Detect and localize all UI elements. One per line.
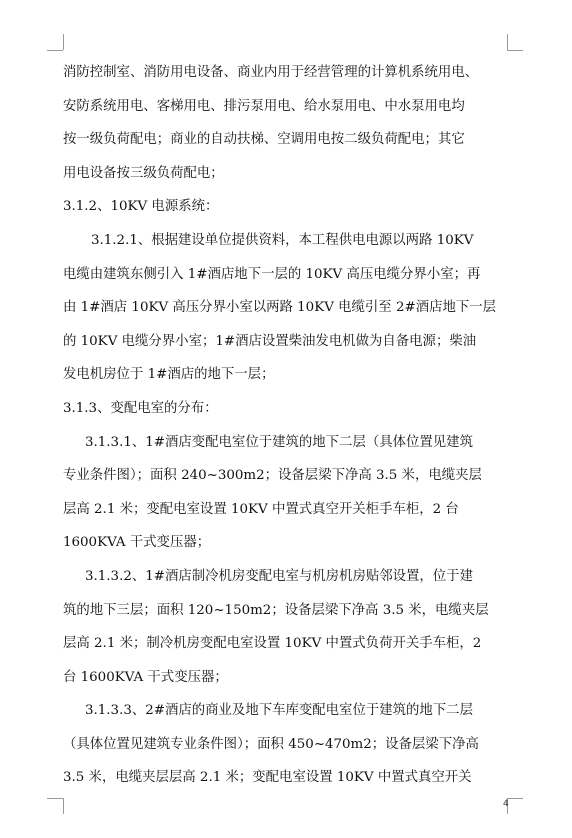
text-line: 消防控制室、消防用电设备、商业内用于经营管理的计算机系统用电、 — [63, 65, 479, 80]
text-line: 由 1#酒店 10KV 高压分界小室以两路 10KV 电缆引至 2#酒店地下一层 — [63, 300, 497, 316]
text-line: 专业条件图）；面积 240~300m2；设备层梁下净高 3.5 米，电缆夹层 — [63, 468, 482, 484]
text-line: 的 10KV 电缆分界小室；1#酒店设置柴油发电机做为自备电源；柴油 — [63, 333, 477, 349]
text-line: 3.1.3.3、2#酒店的商业及地下车库变配电室位于建筑的地下二层 — [85, 703, 473, 719]
text-line: 按一级负荷配电；商业的自动扶梯、空调用电按二级负荷配电；其它 — [63, 132, 465, 148]
text-line: 层高 2.1 米；变配电室设置 10KV 中置式真空开关柜手车柜，2 台 — [63, 501, 459, 517]
text-line: 层高 2.1 米；制冷机房变配电室设置 10KV 中置式负荷开关手车柜，2 — [63, 636, 482, 652]
text-line: 3.1.3.1、1#酒店变配电室位于建筑的地下二层（具体位置见建筑 — [85, 434, 473, 450]
text-line: 1600KVA 干式变压器； — [63, 535, 211, 551]
crop-mark-top-right — [507, 34, 508, 50]
text-line: （具体位置见建筑专业条件图）；面积 450~470m2；设备层梁下净高 — [63, 736, 479, 752]
page-number: 4 — [503, 799, 509, 809]
crop-mark-bottom-left — [47, 798, 63, 799]
text-line: 发电机房位于 1#酒店的地下一层； — [63, 367, 275, 383]
body-text — [63, 56, 513, 795]
text-line: 筑的地下三层；面积 120~150m2；设备层梁下净高 3.5 米，电缆夹层 — [63, 602, 489, 618]
text-line: 3.5 米，电缆夹层层高 2.1 米；变配电室设置 10KV 中置式真空开关 — [63, 770, 472, 786]
crop-mark-top-left — [63, 34, 64, 50]
crop-mark-top-left — [47, 50, 63, 51]
text-line: 安防系统用电、客梯用电、排污泵用电、给水泵用电、中水泵用电均 — [63, 98, 465, 114]
section-heading: 3.1.2、10KV 电源系统： — [63, 199, 219, 215]
text-line: 3.1.2.1、根据建设单位提供资料，本工程供电电源以两路 10KV — [91, 232, 474, 248]
section-heading: 3.1.3、变配电室的分布： — [63, 400, 218, 416]
crop-mark-bottom-left — [63, 798, 64, 814]
crop-mark-top-right — [507, 50, 523, 51]
text-line: 3.1.3.2、1#酒店制冷机房变配电室与机房机房贴邻设置，位于建 — [85, 568, 473, 584]
text-line: 电缆由建筑东侧引入 1#酒店地下一层的 10KV 高压电缆分界小室；再 — [63, 266, 481, 282]
text-line: 用电设备按三级负荷配电； — [63, 165, 224, 181]
text-line: 台 1600KVA 干式变压器； — [63, 669, 228, 685]
crop-mark-bottom-right — [507, 798, 523, 799]
